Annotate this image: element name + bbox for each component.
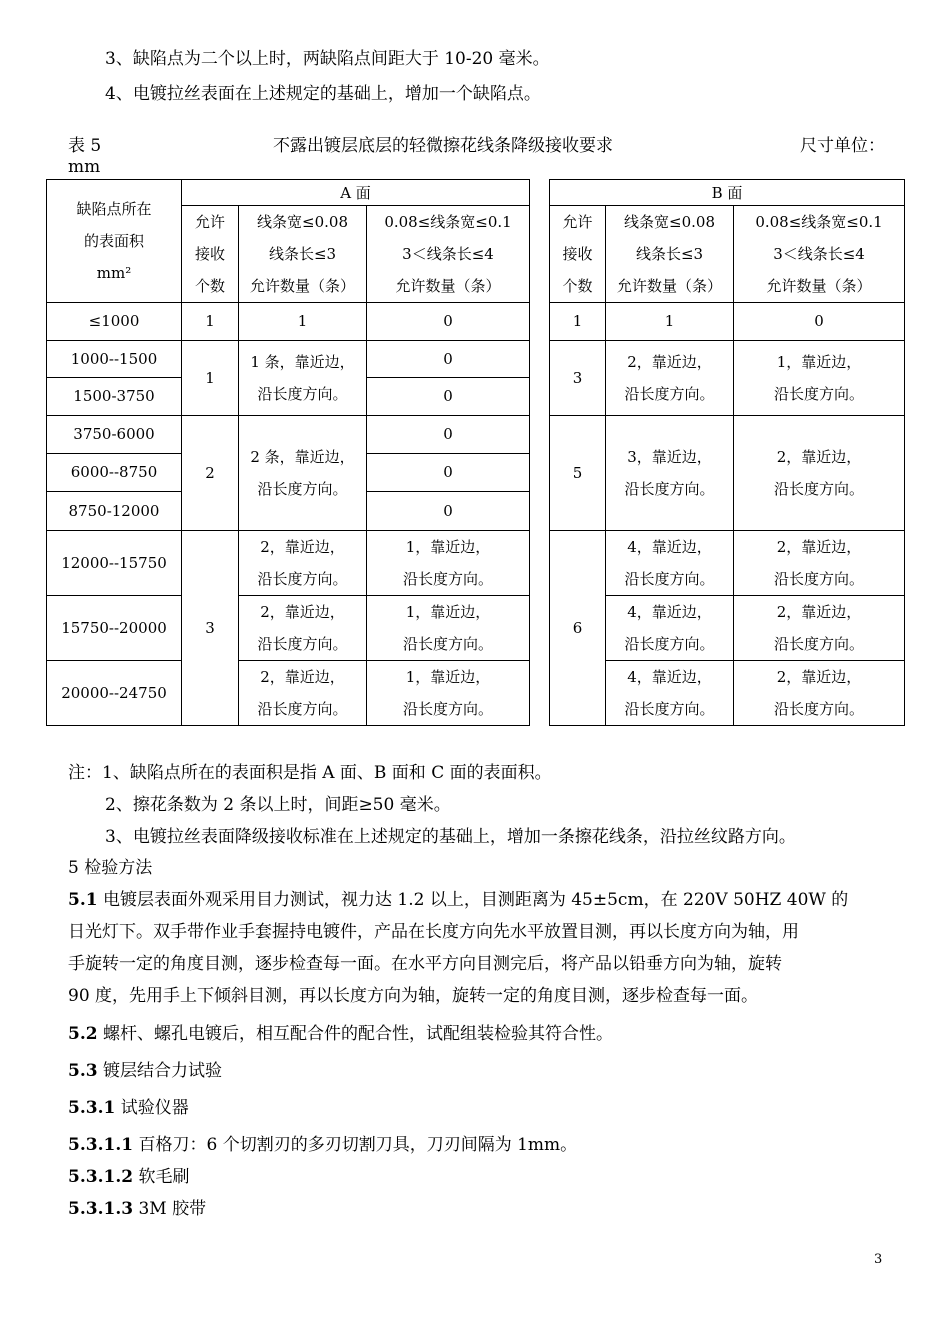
intro-line-3: 3、缺陷点为二个以上时，两缺陷点间距大于 10-20 毫米。 — [105, 49, 550, 69]
table-cell: ≤1000 — [47, 303, 182, 341]
header-b-col1: 线条宽≤0.08 线条长≤3 允许数量（条） — [606, 206, 734, 303]
table-cell: 0 — [367, 378, 530, 416]
header-a-col2: 0.08≤线条宽≤0.1 3＜线条长≤4 允许数量（条） — [367, 206, 530, 303]
table-cell: 2 — [182, 416, 239, 531]
table-cell: 2，靠近边， 沿长度方向。 — [734, 416, 905, 531]
section-5-2: 5.2 螺杆、螺孔电镀后，相互配合件的配合性，试配组装检验其符合性。 — [68, 1024, 613, 1044]
table-cell: 4，靠近边， 沿长度方向。 — [606, 661, 734, 726]
header-a-allow: 允许 接收 个数 — [182, 206, 239, 303]
table-cell: 1 — [182, 341, 239, 416]
table-label: 表 5 — [68, 136, 102, 156]
table-cell: 6000--8750 — [47, 454, 182, 492]
unit-value: mm — [68, 157, 101, 177]
table-cell: 1 — [182, 303, 239, 341]
header-face-b: B 面 — [550, 180, 905, 206]
table-cell: 1，靠近边， 沿长度方向。 — [367, 531, 530, 596]
table-cell: 3 — [182, 531, 239, 726]
table-cell: 3750-6000 — [47, 416, 182, 454]
header-a-col1: 线条宽≤0.08 线条长≤3 允许数量（条） — [239, 206, 367, 303]
acceptance-table — [46, 179, 905, 726]
section-5-3-1-1: 5.3.1.1 百格刀：6 个切割刃的多刃切割刀具，刀刃间隔为 1mm。 — [68, 1135, 578, 1155]
note-2: 2、擦花条数为 2 条以上时，间距≥50 毫米。 — [105, 795, 451, 815]
table-cell: 2，靠近边， 沿长度方向。 — [734, 596, 905, 661]
section-5-1: 5.1 电镀层表面外观采用目力测试，视力达 1.2 以上，目测距离为 45±5cm，在 220V 50HZ 40W 的 日光灯下。双手带作业手套握持电镀件，产品在长度方向先水平放置目测，再以长度方向为轴，用 手旋转一定的角度目测，逐步检查每一面。在水平方向目测完后，将产品以铅垂方向为轴，旋转 90 度，先用手上下倾斜目测，再以长度方向为轴，旋转一定的角度目测，逐步检查每一面。 — [68, 890, 849, 1006]
table-cell: 12000--15750 — [47, 531, 182, 596]
table-cell: 4，靠近边， 沿长度方向。 — [606, 596, 734, 661]
table-cell: 0 — [367, 492, 530, 531]
table-cell: 1 — [239, 303, 367, 341]
table-cell: 1，靠近边， 沿长度方向。 — [367, 596, 530, 661]
table-cell: 0 — [367, 416, 530, 454]
table-cell: 2 条，靠近边， 沿长度方向。 — [239, 416, 367, 531]
table-cell: 1 条，靠近边， 沿长度方向。 — [239, 341, 367, 416]
section-5-3: 5.3 镀层结合力试验 — [68, 1061, 222, 1081]
table-gap — [530, 180, 550, 726]
table-cell: 2，靠近边， 沿长度方向。 — [734, 531, 905, 596]
table-cell: 2，靠近边， 沿长度方向。 — [239, 661, 367, 726]
table-cell: 20000--24750 — [47, 661, 182, 726]
table-cell: 1 — [550, 303, 606, 341]
note-1: 注：1、缺陷点所在的表面积是指 A 面、B 面和 C 面的表面积。 — [68, 763, 552, 783]
header-b-allow: 允许 接收 个数 — [550, 206, 606, 303]
section-5-3-1: 5.3.1 试验仪器 — [68, 1098, 189, 1118]
table-cell: 1 — [606, 303, 734, 341]
table-cell: 6 — [550, 531, 606, 726]
table-cell: 2，靠近边， 沿长度方向。 — [239, 596, 367, 661]
table-cell: 2，靠近边， 沿长度方向。 — [239, 531, 367, 596]
header-face-a: A 面 — [182, 180, 530, 206]
unit-label: 尺寸单位： — [800, 136, 885, 156]
table-title: 不露出镀层底层的轻微擦花线条降级接收要求 — [273, 136, 613, 156]
table-cell: 0 — [734, 303, 905, 341]
table-cell: 4，靠近边， 沿长度方向。 — [606, 531, 734, 596]
table-cell: 3 — [550, 341, 606, 416]
note-3: 3、电镀拉丝表面降级接收标准在上述规定的基础上，增加一条擦花线条，沿拉丝纹路方向。 — [105, 827, 796, 847]
table-cell: 5 — [550, 416, 606, 531]
table-cell: 3，靠近边， 沿长度方向。 — [606, 416, 734, 531]
table-cell: 0 — [367, 341, 530, 378]
page-number: 3 — [874, 1252, 883, 1267]
table-cell: 15750--20000 — [47, 596, 182, 661]
intro-line-4: 4、电镀拉丝表面在上述规定的基础上，增加一个缺陷点。 — [105, 84, 541, 104]
header-b-col2: 0.08≤线条宽≤0.1 3＜线条长≤4 允许数量（条） — [734, 206, 905, 303]
section-5-title: 5 检验方法 — [68, 858, 153, 878]
table-cell: 1，靠近边， 沿长度方向。 — [367, 661, 530, 726]
table-cell: 2，靠近边， 沿长度方向。 — [606, 341, 734, 416]
header-area: 缺陷点所在 的表面积 mm² — [47, 180, 182, 303]
table-cell: 1500-3750 — [47, 378, 182, 416]
section-5-3-1-3: 5.3.1.3 3M 胶带 — [68, 1199, 207, 1219]
section-5-3-1-2: 5.3.1.2 软毛刷 — [68, 1167, 190, 1187]
table-cell: 1，靠近边， 沿长度方向。 — [734, 341, 905, 416]
table-cell: 1000--1500 — [47, 341, 182, 378]
table-cell: 0 — [367, 303, 530, 341]
table-cell: 0 — [367, 454, 530, 492]
table-cell: 8750-12000 — [47, 492, 182, 531]
table-cell: 2，靠近边， 沿长度方向。 — [734, 661, 905, 726]
